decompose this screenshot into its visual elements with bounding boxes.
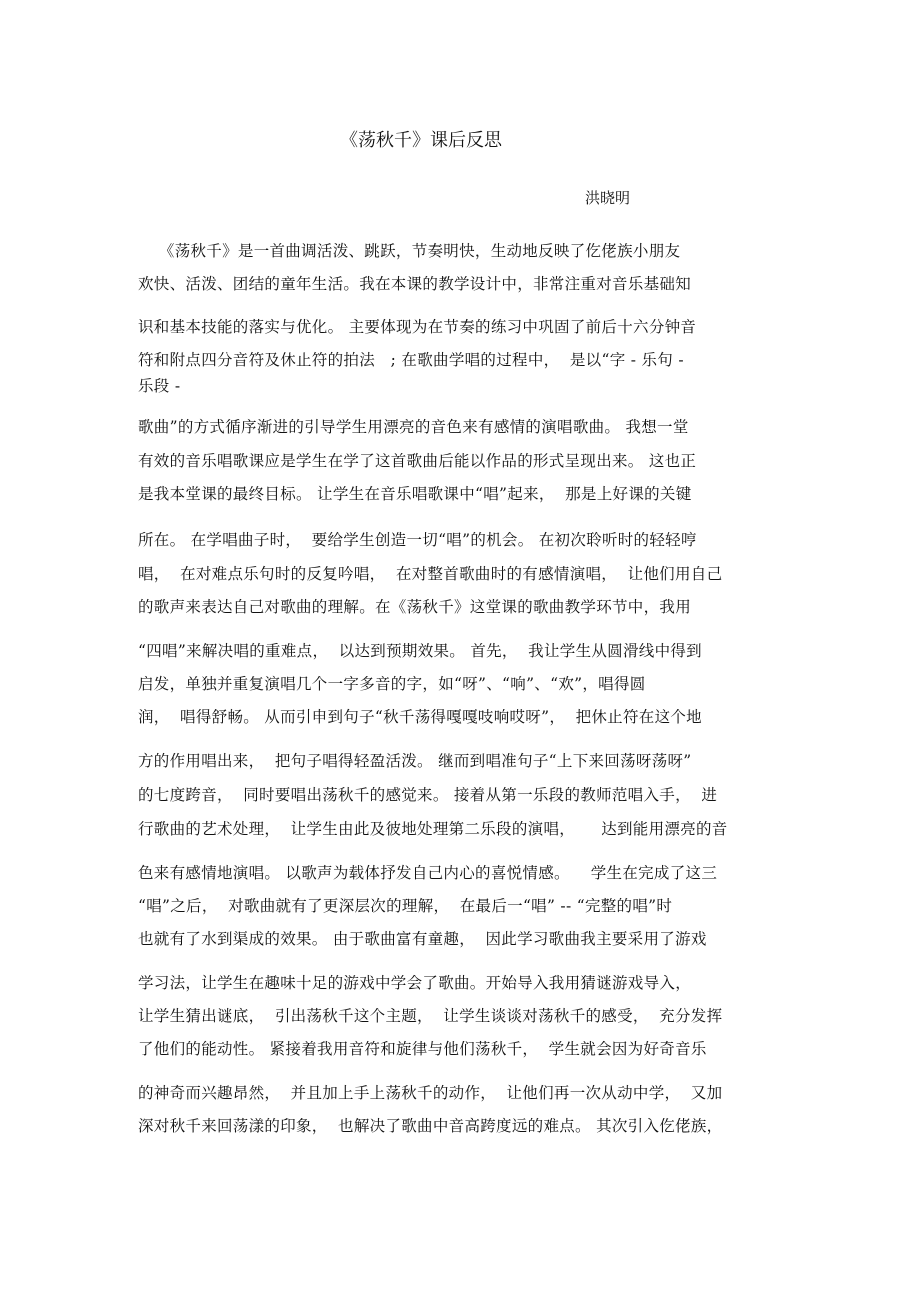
- body-text-line: 有效的音乐唱歌课应是学生在学了这首歌曲后能以作品的形式呈现出来。 这也正: [138, 452, 697, 470]
- body-text-line: 符和附点四分音符及休止符的拍法 ; 在歌曲学唱的过程中， 是以“字 - 乐句 -: [138, 351, 684, 369]
- body-text-line: 润， 唱得舒畅。 从而引申到句子“秋千荡得嘎嘎吱响哎呀”， 把休止符在这个地: [138, 708, 702, 726]
- body-text-line: 启发，单独并重复演唱几个一字多音的字，如“呀”、“响”、“欢”，唱得圆: [138, 675, 646, 693]
- body-text-line: 行歌曲的艺术处理， 让学生由此及彼地处理第二乐段的演唱， 达到能用漂亮的音: [138, 820, 728, 838]
- body-text-line: 乐段 -: [138, 377, 181, 395]
- body-text-line: 的神奇而兴趣昂然， 并且加上手上荡秋千的动作， 让他们再一次从动中学， 又加: [138, 1084, 723, 1102]
- body-text-line: 的七度跨音， 同时要唱出荡秋千的感觉来。 接着从第一乐段的教师范唱入手， 进: [138, 786, 718, 804]
- body-text-line: 学习法，让学生在趣味十足的游戏中学会了歌曲。开始导入我用猜谜游戏导入，: [138, 974, 692, 992]
- body-text-line: 识和基本技能的落实与优化。 主要体现为在节奏的练习中巩固了前后十六分钟音: [138, 318, 697, 336]
- body-text-line: 方的作用唱出来， 把句子唱得轻盈活泼。 继而到唱准句子“上下来回荡呀荡呀”: [138, 752, 692, 770]
- body-text-line: 是我本堂课的最终目标。 让学生在音乐唱歌课中“唱”起来， 那是上好课的关键: [138, 485, 692, 503]
- body-text-line: 歌曲”的方式循序渐进的引导学生用漂亮的音色来有感情的演唱歌曲。 我想一堂: [138, 418, 689, 436]
- body-text-line: 色来有感情地演唱。 以歌声为载体抒发自己内心的喜悦情感。 学生在完成了这三: [138, 864, 718, 882]
- body-text-line: “四唱”来解决唱的重难点， 以达到预期效果。 首先， 我让学生从圆滑线中得到: [138, 642, 702, 660]
- document-title: 《荡秋千》课后反思: [340, 130, 502, 151]
- body-text-line: 深对秋千来回荡漾的印象， 也解决了歌曲中音高跨度远的难点。 其次引入仡佬族，: [138, 1117, 723, 1135]
- body-text-line: 《荡秋千》是一首曲调活泼、跳跃，节奏明快，生动地反映了仡佬族小朋友: [138, 242, 681, 260]
- body-text-line: “唱”之后， 对歌曲就有了更深层次的理解， 在最后一“唱” -- “完整的唱”时: [138, 897, 673, 915]
- body-text-line: 欢快、活泼、团结的童年生活。我在本课的教学设计中，非常注重对音乐基础知: [138, 275, 692, 293]
- body-text-line: 了他们的能动性。 紧接着我用音符和旋律与他们荡秋千， 学生就会因为好奇音乐: [138, 1040, 707, 1058]
- body-text-line: 唱， 在对难点乐句时的反复吟唱， 在对整首歌曲时的有感情演唱， 让他们用自己: [138, 565, 723, 583]
- document-author: 洪晓明: [585, 189, 631, 207]
- body-text-line: 让学生猜出谜底， 引出荡秋千这个主题， 让学生谈谈对荡秋千的感受， 充分发挥: [138, 1007, 723, 1025]
- body-text-line: 所在。 在学唱曲子时， 要给学生创造一切“唱”的机会。 在初次聆听时的轻轻哼: [138, 531, 697, 549]
- body-text-line: 的歌声来表达自己对歌曲的理解。在《荡秋千》这堂课的歌曲教学环节中，我用: [138, 598, 692, 616]
- body-text-line: 也就有了水到渠成的效果。 由于歌曲富有童趣， 因此学习歌曲我主要采用了游戏: [138, 930, 707, 948]
